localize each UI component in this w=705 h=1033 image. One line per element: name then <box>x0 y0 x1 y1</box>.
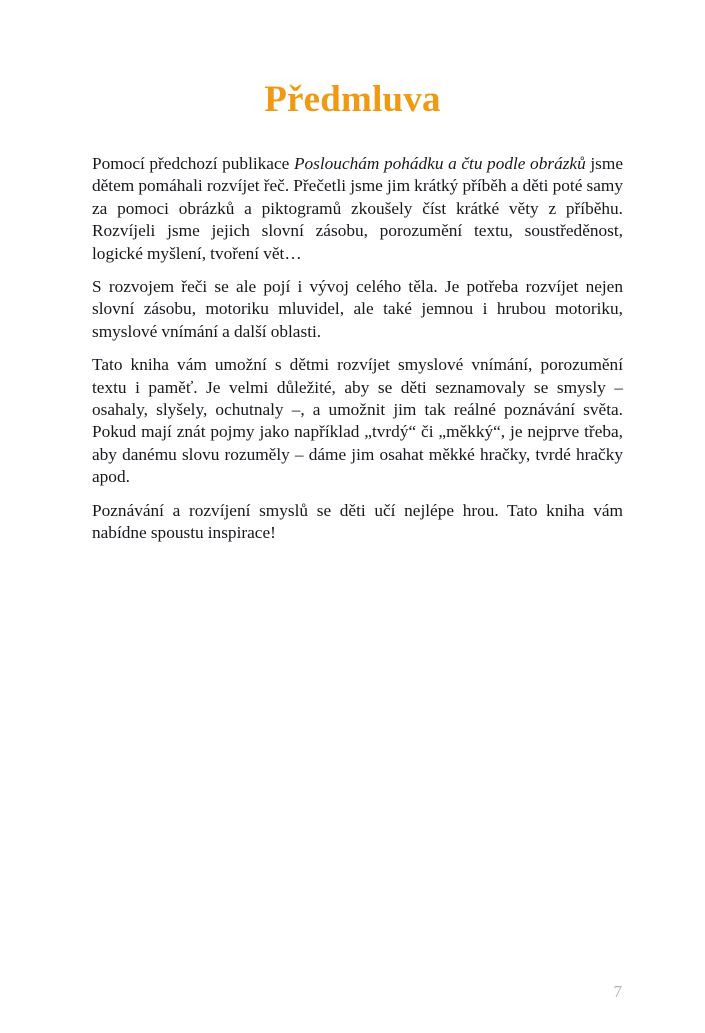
paragraph-2: S rozvojem řeči se ale pojí i vývoj celého těla. Je potřeba rozvíjet nejen slovní zásobu, motoriku mluvidel, ale také jemnou i hrubou motoriku, smyslové vnímání a další oblasti. <box>92 277 623 341</box>
body-text-column <box>92 153 623 545</box>
paragraph-3: Tato kniha vám umožní s dětmi rozvíjet smyslové vnímání, porozumění textu i paměť. Je velmi důležité, aby se děti seznamovaly se smysly – osahaly, slyšely, ochutnaly –, a umožnit jim tak reálné poznávání světa. Pokud mají znát pojmy jako například „tvrdý“ či „měkký“, je nejprve třeba, aby danému slovu rozuměly – dáme jim osahat měkké hračky, tvrdé hračky apod. <box>92 355 623 487</box>
page-number: 7 <box>613 982 622 1001</box>
paragraph-4: Poznávání a rozvíjení smyslů se děti učí nejlépe hrou. Tato kniha vám nabídne spoustu inspirace! <box>92 500 623 543</box>
referenced-book-title: Poslouchám pohádku a čtu podle obrázků <box>293 154 586 173</box>
paragraph-1-lead-text: Pomocí předchozí publikace <box>92 154 294 173</box>
paragraph-1 <box>92 153 623 265</box>
page-title: Předmluva <box>264 79 441 120</box>
paragraph-1-trailing-text: jsme dětem pomáhali rozvíjet řeč. Přečetli jsme jim krátký příběh a děti poté samy za pomoci obrázků a piktogramů zkoušely číst krátké věty z příběhu. Rozvíjeli jsme jejich slovní zásobu, porozumění textu, soustředěnost, logické myšlení, tvoření vět… <box>92 154 623 263</box>
